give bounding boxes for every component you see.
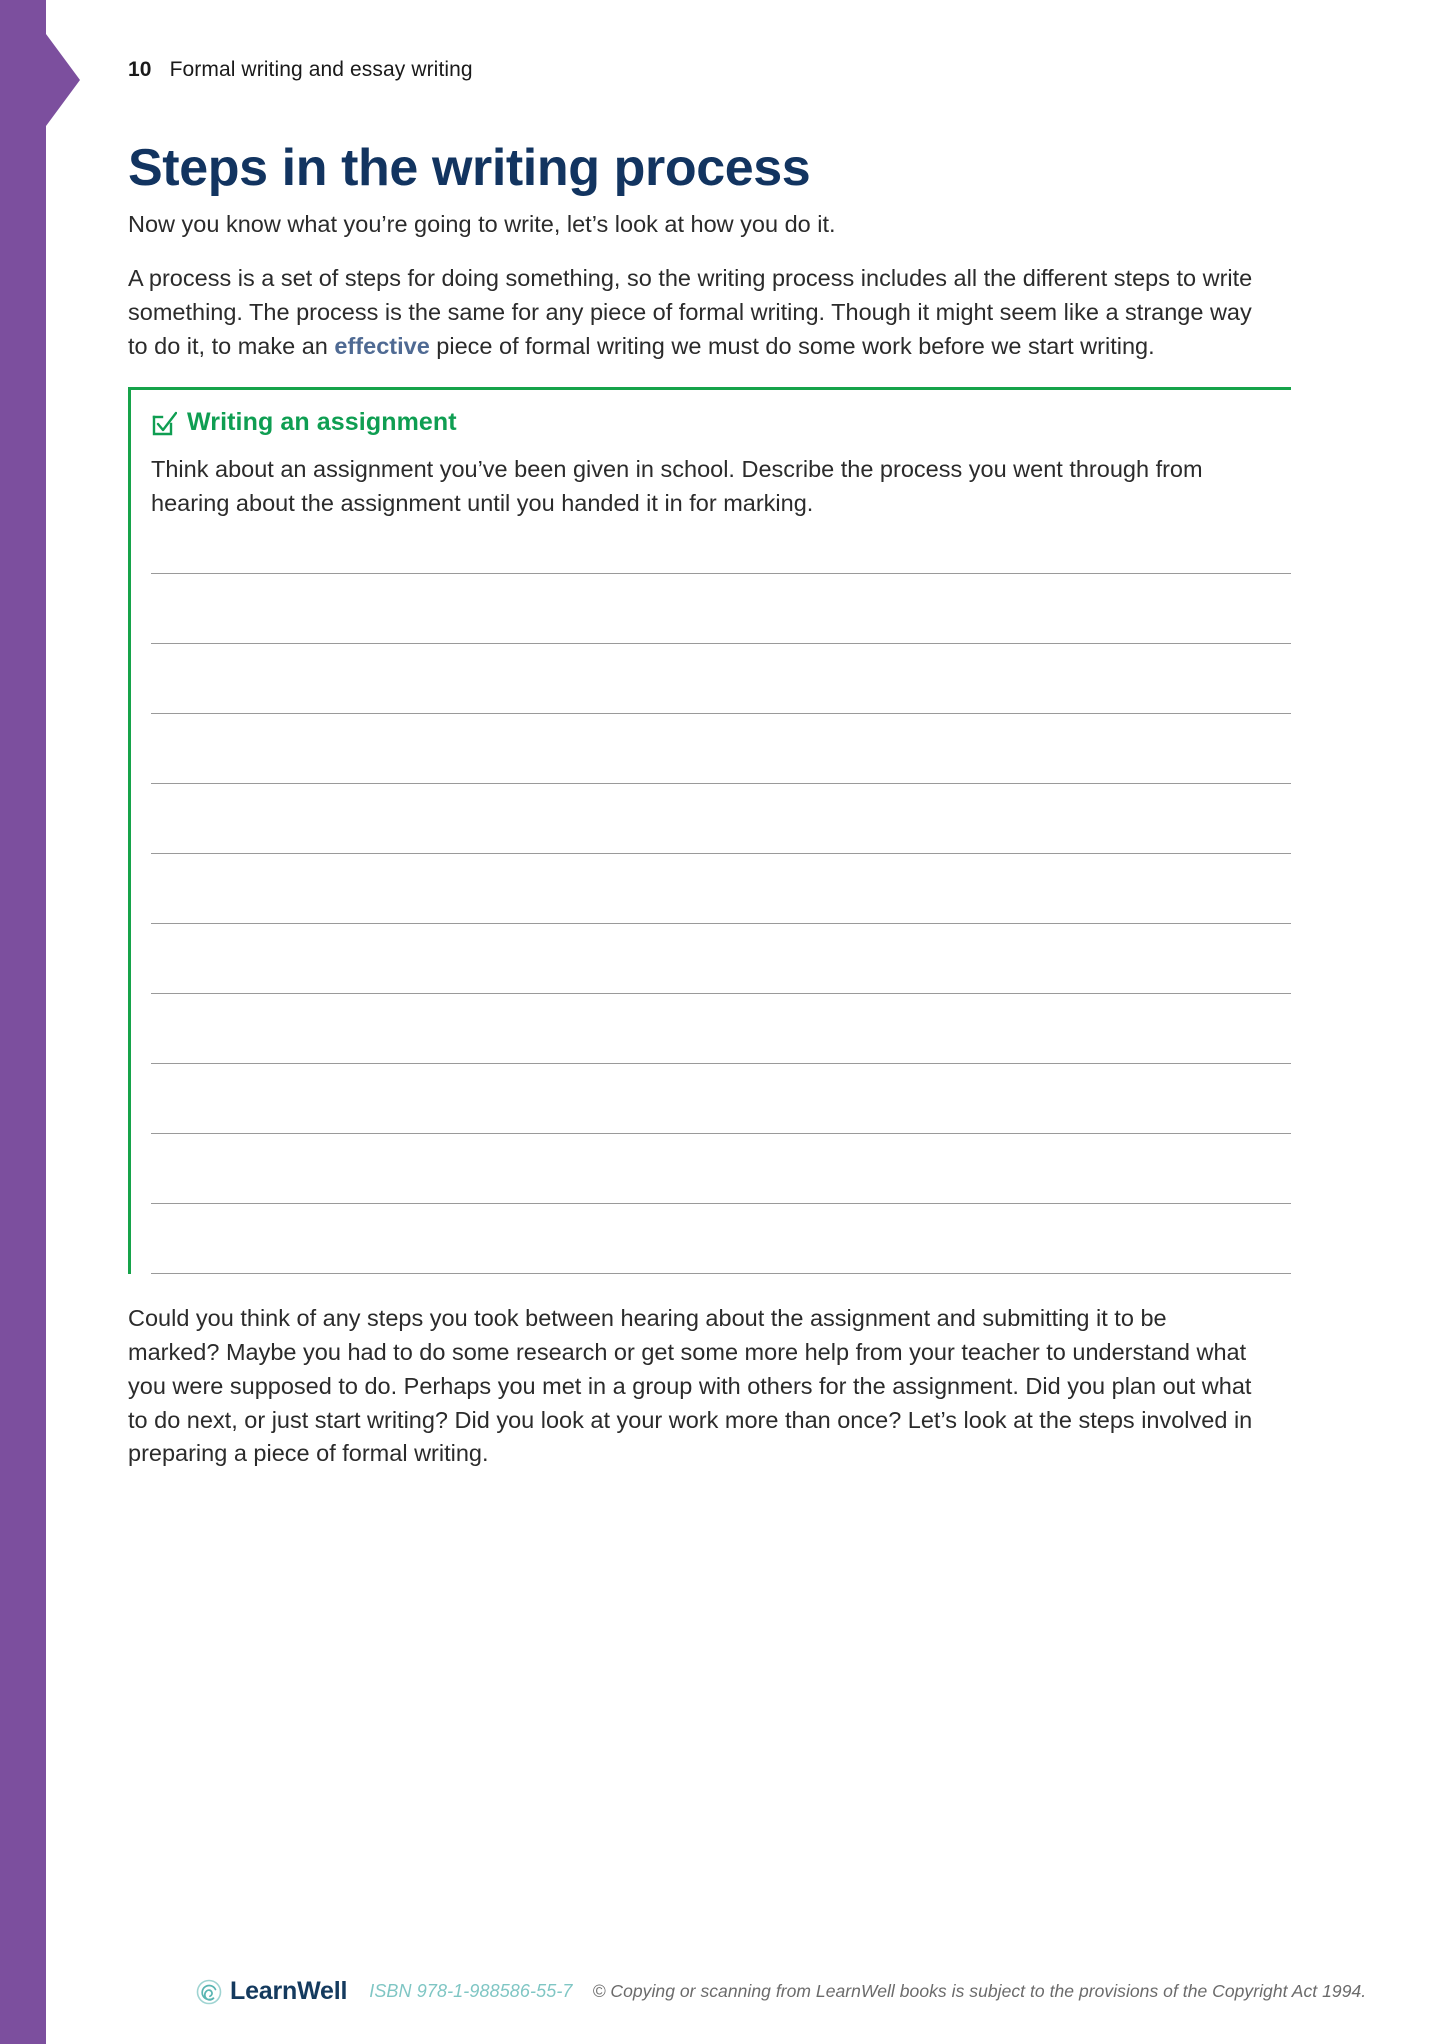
activity-header — [131, 390, 1291, 443]
page-number: 10 — [128, 58, 152, 81]
isbn-text: ISBN 978-1-988586-55-7 — [369, 1981, 573, 2001]
answer-line[interactable] — [151, 994, 1291, 1064]
emphasis-effective: effective — [334, 332, 430, 359]
answer-line[interactable] — [151, 1134, 1291, 1204]
answer-lines[interactable] — [131, 573, 1291, 1274]
chapter-title: Formal writing and essay writing — [169, 58, 473, 81]
after-activity-paragraph: Could you think of any steps you took between hearing about the assignment and submitting it to be marked? Maybe you had to do some research or get some more help from your teacher to understand what you were supposed to do. Perhaps you met in a group with others for the assignment. Did you plan out what to do next, or just start writing? Did you look at your work more than once? Let’s look at the steps involved in preparing a piece of formal writing. — [128, 1305, 1253, 1467]
answer-line[interactable] — [151, 573, 1291, 644]
running-head — [128, 58, 473, 82]
activity-title: Writing an assignment — [187, 408, 457, 437]
answer-line[interactable] — [151, 854, 1291, 924]
activity-box — [128, 387, 1291, 1274]
answer-line[interactable] — [151, 1064, 1291, 1134]
answer-line[interactable] — [151, 1204, 1291, 1274]
before-activity-paragraph — [128, 262, 1263, 363]
page-footer — [196, 1977, 1366, 2006]
activity-prompt: Think about an assignment you’ve been given in school. Describe the process you went through from hearing about the assignment until you handed it in for marking. — [151, 456, 1203, 517]
page-title: Steps in the writing process — [128, 139, 811, 197]
paragraph-part-two: piece of formal writing we must do some work before we start writing. — [429, 332, 1155, 359]
copyright-notice: © Copying or scanning from LearnWell books is subject to the provisions of the Copyright Act 1994. — [592, 1981, 1367, 2001]
learnwell-wordmark: LearnWell — [230, 1977, 348, 2005]
answer-line[interactable] — [151, 924, 1291, 994]
answer-line[interactable] — [151, 784, 1291, 854]
answer-line[interactable] — [151, 714, 1291, 784]
content-column — [128, 140, 1278, 1471]
learnwell-spiral-icon — [196, 1979, 222, 2005]
intro-paragraph: Now you know what you’re going to write, let’s look at how you do it. — [128, 211, 836, 238]
answer-line[interactable] — [151, 644, 1291, 714]
chapter-edge-tab — [0, 0, 80, 2044]
paragraph-part-one: A process is a set of steps for doing something, so the writing process includes all the different steps to write something. The process is the same for any piece of formal writing. Though it might seem like a strange way to do it, to make an — [128, 264, 1253, 359]
checkbox-tick-icon — [151, 411, 177, 437]
